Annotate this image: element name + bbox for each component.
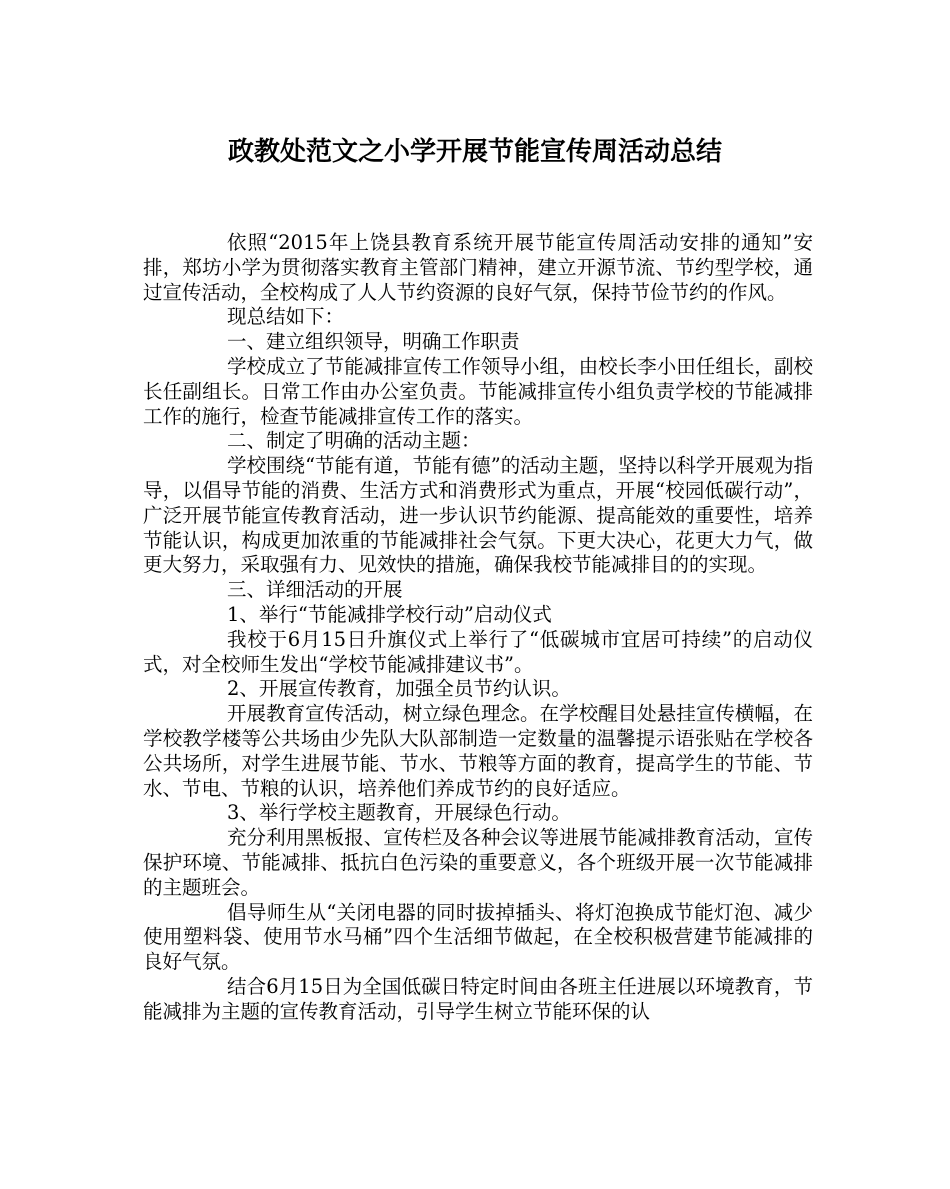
paragraph: 倡导师生从“关闭电器的同时拔掉插头、将灯泡换成节能灯泡、减少使用塑料袋、使用节水马桶”四个生活细节做起，在全校积极营建节能减排的良好气氛。: [143, 900, 813, 974]
section-heading: 一、建立组织领导，明确工作职责: [227, 330, 520, 354]
paragraph: 我校于6月15日升旗仪式上举行了“低碳城市宜居可持续”的启动仪式，对全校师生发出“学校节能减排建议书”。: [143, 627, 813, 676]
subsection-heading: 3、举行学校主题教育，开展绿色行动。: [227, 801, 571, 825]
paragraph: 开展教育宣传活动，树立绿色理念。在学校醒目处悬挂宣传横幅，在学校教学楼等公共场由少先队大队部制造一定数量的温馨提示语张贴在学校各公共场所，对学生进展节能、节水、节粮等方面的教育，提高学生的节能、节水、节电、节粮的认识，培养他们养成节约的良好适应。: [143, 702, 813, 800]
subsection-heading: 2、开展宣传教育，加强全员节约认识。: [227, 677, 571, 701]
document-title: 政教处范文之小学开展节能宣传周活动总结: [227, 137, 722, 167]
paragraph: 充分利用黑板报、宣传栏及各种会议等进展节能减排教育活动，宣传保护环境、节能减排、抵抗白色污染的重要意义，各个班级开展一次节能减排的主题班会。: [143, 826, 813, 899]
section-heading: 二、制定了明确的活动主题：: [227, 429, 481, 453]
section-heading: 三、详细活动的开展: [227, 578, 403, 602]
subsection-heading: 1、举行“节能减排学校行动”启动仪式: [227, 602, 552, 626]
document-body: [143, 231, 813, 1025]
paragraph: 现总结如下：: [227, 305, 345, 329]
paragraph: 结合6月15日为全国低碳日特定时间由各班主任进展以环境教育，节能减排为主题的宣传教育活动，引导学生树立节能环保的认: [143, 974, 813, 1023]
paragraph: 依照“2015年上饶县教育系统开展节能宣传周活动安排的通知”安排，郑坊小学为贯彻落实教育主管部门精神，建立开源节流、节约型学校，通过宣传活动，全校构成了人人节约资源的良好气氛，保持节俭节约的作风。: [143, 231, 813, 304]
paragraph: 学校成立了节能减排宣传工作领导小组，由校长李小田任组长，副校长任副组长。日常工作由办公室负责。节能减排宣传小组负责学校的节能减排工作的施行，检查节能减排宣传工作的落实。: [143, 354, 813, 428]
paragraph: 学校围绕“节能有道，节能有德”的活动主题，坚持以科学开展观为指导，以倡导节能的消费、生活方式和消费形式为重点，开展“校园低碳行动”，广泛开展节能宣传教育活动，进一步认识节约能源、提高能效的重要性，培养节能认识，构成更加浓重的节能减排社会气氛。下更大决心，花更大力气，做更大努力，采取强有力、见效快的措施，确保我校节能减排目的的实现。: [143, 454, 813, 577]
